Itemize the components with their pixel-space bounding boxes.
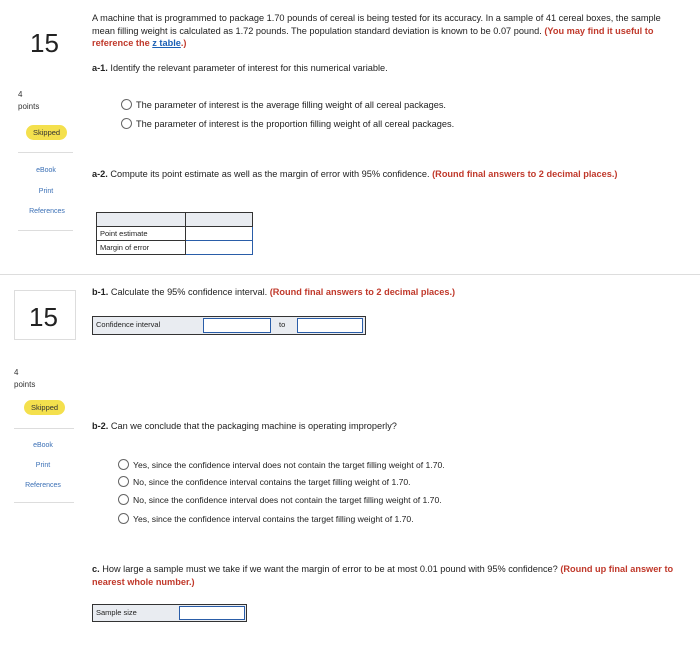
intro-hint-end: .) (180, 38, 187, 48)
sidebar-divider (18, 230, 73, 231)
header-cell (97, 213, 186, 227)
option-label: No, since the confidence interval does not contain the target filling weight of 1.70. (133, 494, 442, 505)
question-number: 15 (29, 302, 58, 332)
option-label: Yes, since the confidence interval does not contain the target filling weight of 1.70. (133, 459, 445, 470)
points-label: points (18, 102, 40, 111)
radio-button[interactable] (118, 494, 129, 505)
confidence-interval-row (92, 316, 366, 335)
part-a1-label: a-1. (92, 63, 108, 73)
b2-option-2[interactable] (118, 476, 411, 487)
ebook-link[interactable]: eBook (36, 167, 56, 174)
sample-size-input[interactable] (179, 606, 245, 620)
margin-of-error-input[interactable] (186, 241, 253, 255)
point-estimate-input[interactable] (186, 227, 253, 241)
confidence-interval-label: Confidence interval (96, 320, 161, 329)
sample-size-label: Sample size (96, 608, 137, 617)
sidebar-divider (14, 428, 74, 429)
status-badge: Skipped (26, 125, 67, 140)
option-label: The parameter of interest is the proportion filling weight of all cereal packages. (136, 118, 455, 129)
b2-option-3[interactable] (118, 494, 442, 505)
option-label: The parameter of interest is the average filling weight of all cereal packages. (136, 99, 446, 110)
part-c-round: (Round up final answer to nearest whole number.) (92, 564, 674, 587)
sidebar-divider (18, 152, 73, 153)
radio-button[interactable] (121, 118, 132, 129)
part-a1-prompt (92, 62, 676, 75)
points-value: 4 (14, 368, 19, 377)
points-info (18, 90, 39, 112)
estimate-table (96, 212, 253, 255)
radio-button[interactable] (118, 513, 129, 524)
question-intro (92, 12, 676, 50)
ci-to-label: to (279, 320, 286, 329)
status-badge: Skipped (24, 400, 65, 415)
margin-of-error-label: Margin of error (97, 241, 186, 255)
part-a2-prompt (92, 168, 676, 181)
a1-option-2[interactable] (121, 118, 454, 129)
header-cell (186, 213, 253, 227)
sample-size-row (92, 604, 247, 622)
part-b1-label: b-1. (92, 287, 109, 297)
b2-option-1[interactable] (118, 459, 445, 470)
part-b1-text: Calculate the 95% confidence interval. (108, 287, 270, 297)
part-a2-label: a-2. (92, 169, 108, 179)
part-c-label: c. (92, 564, 100, 574)
print-link[interactable]: Print (35, 462, 51, 469)
sidebar-divider (14, 502, 74, 503)
table-row (97, 227, 253, 241)
part-b1-round: (Round final answers to 2 decimal places.) (269, 287, 456, 297)
part-a1-text: Identify the relevant parameter of interest for this numerical variable. (107, 63, 388, 73)
radio-button[interactable] (118, 476, 129, 487)
table-row (97, 241, 253, 255)
radio-button[interactable] (118, 459, 129, 470)
part-b1-prompt (92, 286, 676, 299)
part-c-prompt (92, 563, 682, 588)
points-label: points (14, 380, 36, 389)
references-link[interactable]: References (25, 482, 61, 489)
option-label: No, since the confidence interval contains the target filling weight of 1.70. (133, 476, 411, 487)
part-b2-prompt (92, 420, 676, 433)
radio-button[interactable] (121, 99, 132, 110)
option-label: Yes, since the confidence interval contains the target filling weight of 1.70. (133, 513, 414, 524)
question-number: 15 (30, 28, 59, 58)
ci-lower-input[interactable] (203, 318, 271, 333)
z-table-link[interactable]: z table (152, 38, 181, 48)
points-value: 4 (18, 90, 23, 99)
table-header-row (97, 213, 253, 227)
part-a2-text: Compute its point estimate as well as the margin of error with 95% confidence. (107, 169, 433, 179)
question-number-box (14, 290, 76, 340)
part-c-text: How large a sample must we take if we want the margin of error to be at most 0.01 pound with 95% confidence? (99, 564, 561, 574)
question-separator (0, 274, 700, 275)
intro-text: A machine that is programmed to package 1.70 pounds of cereal is being tested for its accuracy. In a sample of 41 cereal boxes, the sample mean filling weight is calculated as 1.72 pounds. The population standard deviation is known to be 0.07 pound. (92, 13, 661, 36)
b2-option-4[interactable] (118, 513, 414, 524)
ebook-link[interactable]: eBook (33, 442, 53, 449)
part-b2-label: b-2. (92, 421, 109, 431)
points-info (14, 368, 35, 390)
ci-upper-input[interactable] (297, 318, 363, 333)
part-a2-round: (Round final answers to 2 decimal places.) (432, 169, 618, 179)
references-link[interactable]: References (29, 208, 65, 215)
intro-hint-text: (You may find it useful to reference the (92, 25, 654, 48)
part-b2-text: Can we conclude that the packaging machine is operating improperly? (108, 421, 397, 431)
question-number-box (18, 16, 74, 64)
a1-option-1[interactable] (121, 99, 446, 110)
point-estimate-label: Point estimate (97, 227, 186, 241)
print-link[interactable]: Print (38, 188, 54, 195)
